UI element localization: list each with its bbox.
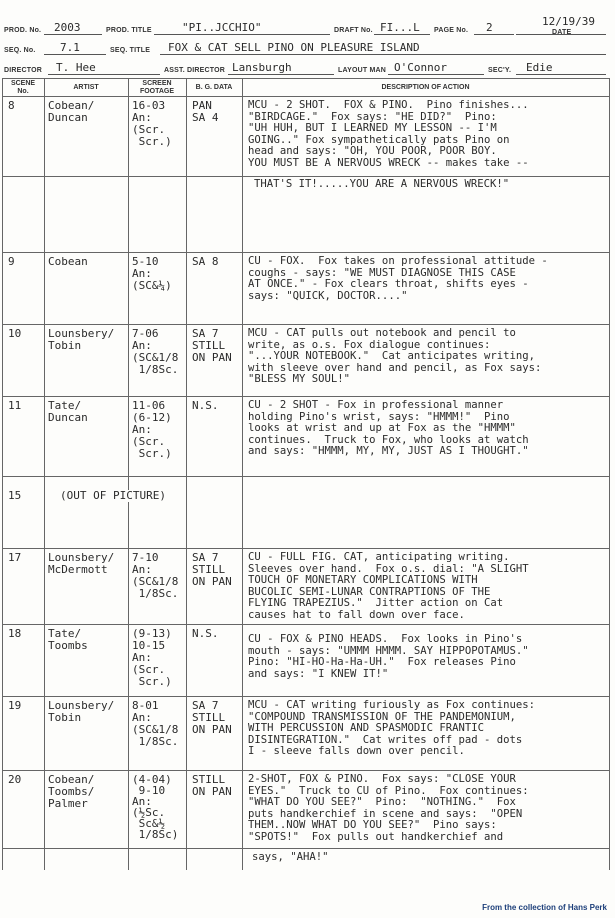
seq-title-label: SEQ. TITLE <box>110 47 151 54</box>
artist-cell: Cobean/ Toombs/ Palmer <box>48 773 95 810</box>
asst-director-value: Lansburgh <box>232 61 292 74</box>
seq-no-value: 7.1 <box>60 41 80 54</box>
description-cell: MCU - CAT writing furiously as Fox continues: "COMPOUND TRANSMISSION OF THE PANDEMONIUM, WITH PERCUSSION AND SPASMODIC FRANTIC DISINTEGRATION." Cat writes off pad - dots I - sleeve falls down over pencil. <box>248 699 536 758</box>
scene-number: 15 <box>8 489 22 502</box>
header-row-sequence <box>4 38 609 56</box>
description-cell: 2-SHOT, FOX & PINO. Fox says: "CLOSE YOUR EYES." Truck to CU of Pino. Fox continues: "WHAT DO YOU SEE?" Pino: "NOTHING." Fox puts handkerchief in scene and says: "OPEN THEM..NOW WHAT DO YOU SEE?" Pino says: "SPOTS!" Fox pulls out handkerchief and <box>248 773 529 843</box>
draft-no-value: FI...L <box>380 21 420 34</box>
col-header-scene: SCENE No. <box>10 80 36 95</box>
description-cell: MCU - CAT pulls out notebook and pencil to write, as o.s. Fox dialogue continues: "...YOUR NOTEBOOK." Cat anticipates writing, with sleeve over hand and pencil, as Fox says: "BLESS MY SOUL!" <box>248 327 542 386</box>
scene-number: 8 <box>8 99 15 112</box>
bg-data-cell: SA 8 <box>192 255 219 268</box>
date-label: DATE <box>552 29 572 36</box>
footage-cell: 7-10 An: (SC&1/8 1/8Sc. <box>132 551 179 600</box>
footage-cell: 11-06 (6-12) An: (Scr. Scr.) <box>132 399 172 460</box>
draft-no-label: DRAFT No. <box>334 27 373 34</box>
col-header-footage: SCREEN FOOTAGE <box>139 80 175 95</box>
bg-data-cell: PAN SA 4 <box>192 99 219 124</box>
seq-title-value: FOX & CAT SELL PINO ON PLEASURE ISLAND <box>168 41 420 54</box>
artist-cell: Cobean/ Duncan <box>48 99 95 124</box>
out-of-picture-note: (OUT OF PICTURE) <box>60 489 166 502</box>
bg-data-cell: SA 7 STILL ON PAN <box>192 327 232 364</box>
footage-cell: 16-03 An: (Scr. Scr.) <box>132 99 172 148</box>
secy-value: Edie <box>526 61 553 74</box>
description-cell: CU - FOX. Fox takes on professional attitude - coughs - says: "WE MUST DIAGNOSE THIS CASE AT ONCE." - Fox clears throat, shifts eyes - says: "QUICK, DOCTOR...." <box>248 255 548 302</box>
header-row-production <box>4 15 609 36</box>
col-header-artist: ARTIST <box>73 84 99 91</box>
layout-man-label: LAYOUT MAN <box>338 67 387 74</box>
prod-title-value: "PI..JCCHIO" <box>182 21 262 34</box>
page-no-label: PAGE No. <box>434 27 469 34</box>
director-value: T. Hee <box>56 61 96 74</box>
artist-cell: Lounsbery/ Tobin <box>48 699 115 724</box>
prod-no-label: PROD. No. <box>4 27 42 34</box>
description-cell: CU - FOX & PINO HEADS. Fox looks in Pino's mouth - says: "UMMM HMMM. SAY HIPPOPOTAMUS." Pino: "HI-HO-Ha-Ha-UH." Fox releases Pino and says: "I KNEW IT!" <box>248 633 529 680</box>
footage-cell: 8-01 An: (SC&1/8 1/8Sc. <box>132 699 179 748</box>
collection-credit: From the collection of Hans Perk <box>482 903 607 912</box>
prod-no-value: 2003 <box>54 21 81 34</box>
artist-cell: Tate/ Duncan <box>48 399 88 424</box>
scene-number: 11 <box>8 399 22 412</box>
bg-data-cell: N.S. <box>192 627 219 640</box>
description-cell: MCU - 2 SHOT. FOX & PINO. Pino finishes... "BIRDCAGE." Fox says: "HE DID?" Pino: "UH HUH, BUT I LEARNED MY LESSON -- I'M GOING.." Fox sympathetically pats Pino on head and says: "OH, YOU POOR, POOR BOY. YOU MUST BE A NERVOUS WRECK -- makes take -- <box>248 99 529 169</box>
scene-number: 9 <box>8 255 15 268</box>
description-cell: THAT'S IT!.....YOU ARE A NERVOUS WRECK!" <box>254 178 510 190</box>
bg-data-cell: STILL ON PAN <box>192 773 232 798</box>
artist-cell: Tate/ Toombs <box>48 627 88 652</box>
prod-title-label: PROD. TITLE <box>106 27 152 34</box>
layout-man-value: O'Connor <box>394 61 447 74</box>
scene-number: 18 <box>8 627 22 640</box>
bg-data-cell: N.S. <box>192 399 219 412</box>
footage-cell: (4-04) 9-10 An: (½Sc. Sc&½ 1/8Sc) <box>132 773 179 841</box>
seq-no-label: SEQ. No. <box>4 47 36 54</box>
scene-number: 17 <box>8 551 22 564</box>
scene-number: 20 <box>8 773 22 786</box>
continuation-text: says, "AHA!" <box>252 851 329 863</box>
footage-cell: 7-06 An: (SC&1/8 1/8Sc. <box>132 327 179 376</box>
scene-table <box>2 78 610 870</box>
artist-cell: Cobean <box>48 255 88 268</box>
col-header-description: DESCRIPTION OF ACTION <box>381 84 470 91</box>
bg-data-cell: SA 7 STILL ON PAN <box>192 699 232 736</box>
col-header-bg-data: B. G. DATA <box>195 84 233 91</box>
artist-cell: Lounsbery/ Tobin <box>48 327 115 352</box>
artist-cell: Lounsbery/ McDermott <box>48 551 115 576</box>
bg-data-cell: SA 7 STILL ON PAN <box>192 551 232 588</box>
description-cell: CU - FULL FIG. CAT, anticipating writing. Sleeves over hand. Fox o.s. dial: "A SLIGHT TOUCH OF MONETARY COMPLICATIONS WITH BUCOLIC SEMI-LUNAR CONTRAPTIONS OF THE FLYING TRAPEZIUS." Jitter action on Cat causes hat to fall down over face. <box>248 551 529 621</box>
scene-number: 19 <box>8 699 22 712</box>
secy-label: SEC'Y. <box>488 67 512 74</box>
page-no-value: 2 <box>486 21 493 34</box>
director-label: DIRECTOR <box>4 67 43 74</box>
asst-director-label: ASST. DIRECTOR <box>164 67 226 74</box>
header-row-crew <box>4 58 609 76</box>
footage-cell: 5-10 An: (SC&¼) <box>132 255 172 292</box>
scene-number: 10 <box>8 327 22 340</box>
description-cell: CU - 2 SHOT - Fox in professional manner holding Pino's wrist, says: "HMMM!" Pino looks at wrist and up at Fox as the "HMMM" continues. Truck to Fox, who looks at watch and says: "HMMM, MY, MY, JUST AS I THOUGHT." <box>248 399 529 458</box>
footage-cell: (9-13) 10-15 An: (Scr. Scr.) <box>132 627 172 688</box>
date-value: 12/19/39 <box>542 15 595 28</box>
